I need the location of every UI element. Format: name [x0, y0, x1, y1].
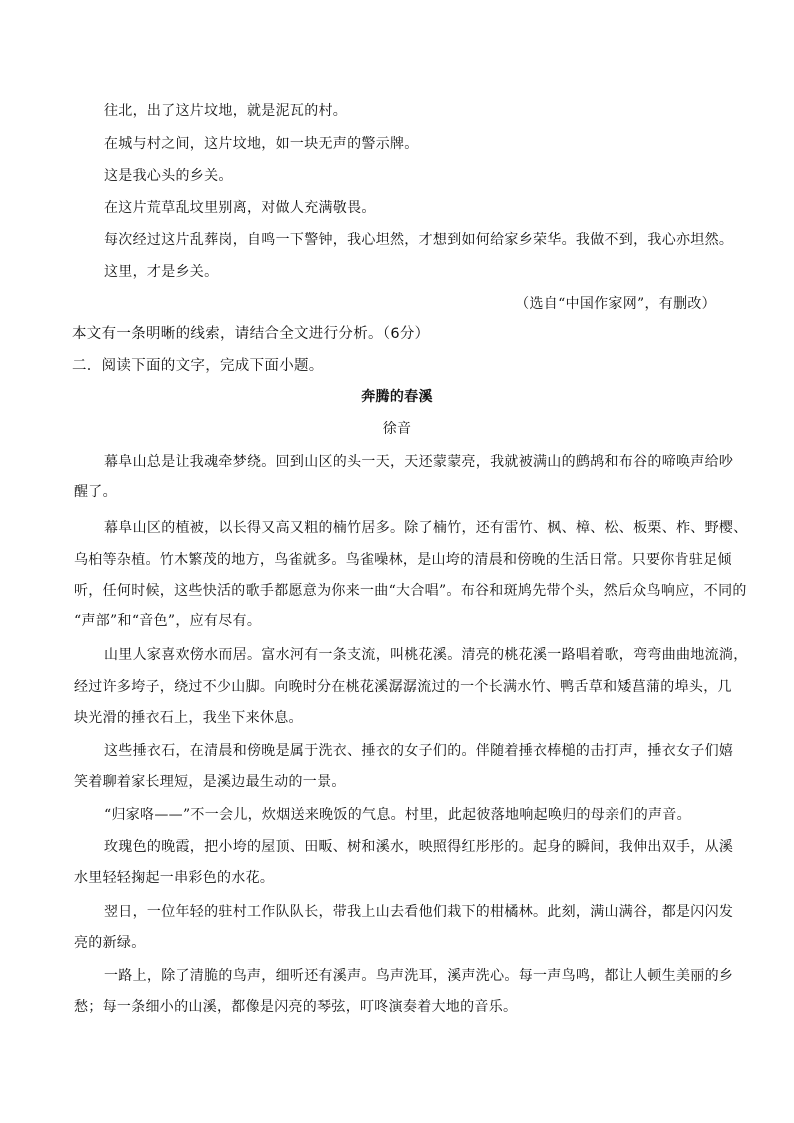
article-line: 亮的新绿。 [74, 935, 146, 951]
poem-line: 在城与村之间，这片坟地，如一块无声的警示牌。 [104, 136, 419, 152]
article-line: 听，任何时候，这些快活的歌手都愿意为你来一曲“大合唱”。布谷和斑鸠先带个头，然后众鸟响应，不同的 [74, 583, 747, 599]
article-line: 经过许多垮子，绕过不少山脚。向晚时分在桃花溪潺潺流过的一个长满水竹、鸭舌草和矮菖蒲的埠头，几 [74, 679, 732, 695]
article-line: 幕阜山总是让我魂牵梦绕。回到山区的头一天，天还蒙蒙亮，我就被满山的鹧鸪和布谷的啼唤声给吵 [104, 454, 734, 470]
poem-line: 这是我心头的乡关。 [104, 168, 233, 184]
poem-line: 每次经过这片乱葬岗，自鸣一下警钟，我心坦然，才想到如何给家乡荣华。我做不到，我心亦坦然。 [104, 232, 734, 248]
article-line: 山里人家喜欢傍水而居。富水河有一条支流，叫桃花溪。清亮的桃花溪一路唱着歌，弯弯曲曲地流淌， [104, 647, 748, 663]
article-line: “归家咯——”不一会儿，炊烟送来晚饭的气息。村里，此起彼落地响起唤归的母亲们的声音。 [104, 807, 691, 823]
article-line: 这些捶衣石，在清晨和傍晚是属于洗衣、捶衣的女子们的。伴随着捶衣棒槌的击打声，捶衣女子们嬉 [104, 743, 734, 759]
poem-line: 这里，才是乡关。 [104, 264, 219, 280]
source-citation: （选自“中国作家网”，有删改） [515, 296, 716, 312]
poem-line: 往北，出了这片坟地，就是泥瓦的村。 [104, 103, 348, 119]
article-line: 幕阜山区的植被，以长得又高又粗的楠竹居多。除了楠竹，还有雷竹、枫、樟、松、板栗、柞、野樱、 [104, 520, 748, 536]
section-heading: 二．阅读下面的文字，完成下面小题。 [72, 358, 324, 374]
article-line: 翌日，一位年轻的驻村工作队队长，带我上山去看他们栽下的柑橘林。此刻，满山满谷，都是闪闪发 [104, 904, 734, 920]
poem-line: 在这片荒草乱坟里别离，对做人充满敬畏。 [104, 200, 376, 216]
article-line: 一路上，除了清脆的鸟声，细听还有溪声。鸟声洗耳，溪声洗心。每一声鸟鸣，都让人顿生美丽的乡 [104, 968, 734, 984]
article-author: 徐音 [382, 421, 412, 437]
article-line: “声部”和“音色”，应有尽有。 [74, 613, 262, 629]
article-line: 水里轻轻掬起一串彩色的水花。 [74, 870, 275, 886]
article-line: 玫瑰色的晚霞，把小垮的屋顶、田畈、树和溪水，映照得红彤彤的。起身的瞬间，我伸出双手，从溪 [104, 839, 734, 855]
article-line: 醒了。 [74, 484, 117, 500]
article-line: 块光滑的捶衣石上，我坐下来休息。 [74, 710, 303, 726]
question-text: 本文有一条明晰的线索，请结合全文进行分析。（6分） [72, 326, 430, 342]
article-line: 愁；每一条细小的山溪，都像是闪亮的琴弦，叮咚演奏着大地的音乐。 [74, 999, 518, 1015]
article-title: 奔腾的春溪 [361, 389, 433, 405]
article-line: 乌桕等杂植。竹木繁茂的地方，鸟雀就多。鸟雀噪林，是山垮的清晨和傍晚的生活日常。只要你肯驻足倾 [74, 552, 732, 568]
article-line: 笑着聊着家长理短，是溪边最生动的一景。 [74, 774, 346, 790]
